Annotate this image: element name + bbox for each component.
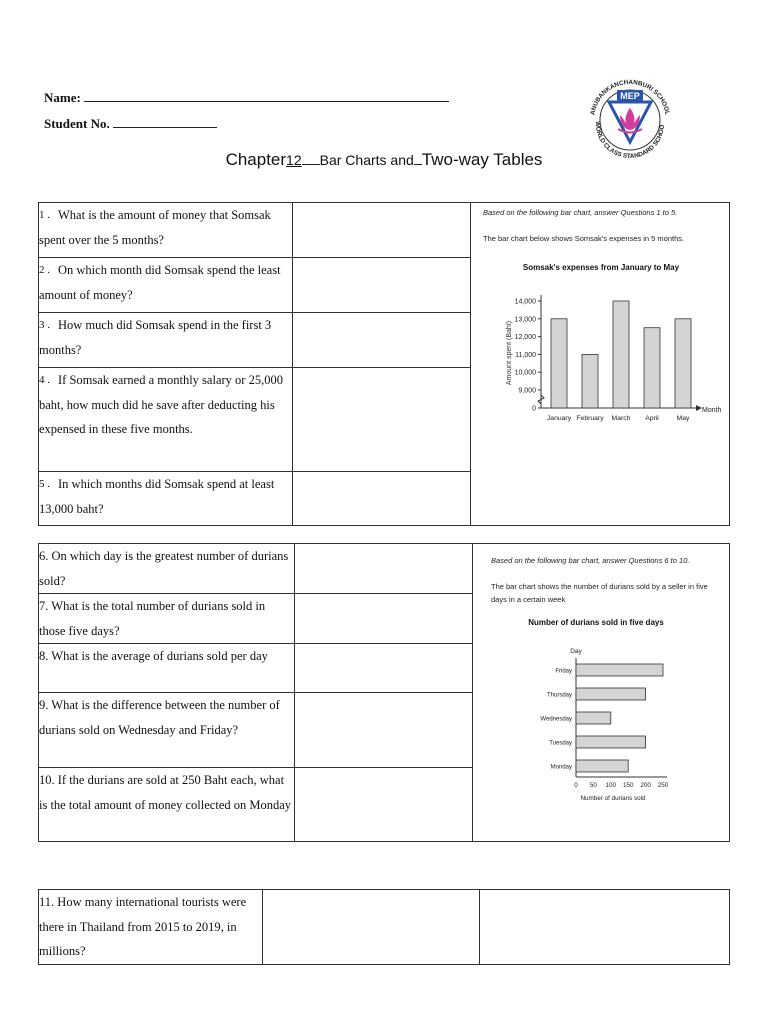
answer-cell-3[interactable] [293,313,471,368]
answer-cell-2[interactable] [293,258,471,313]
name-label: Name: [44,90,81,105]
page-title [0,150,768,170]
chart1-bar [644,328,660,408]
section3-table [38,889,730,965]
student-no-field[interactable] [113,115,217,128]
chart2-xtick-label: 200 [640,782,651,789]
logo-top-text: ANUBANKANCHANBURI SCHOOL [589,78,671,116]
question-7: 7. What is the total number of durians sold in those five days? [39,594,295,644]
chart1-xtick-label: May [676,415,690,422]
answer-cell-7[interactable] [295,594,473,644]
chart2-xlabel: Number of durians sold [580,795,646,802]
chart1-ytick-label: 13,000 [514,316,536,324]
chart1-ytick-label: 11,000 [515,351,536,359]
answer-cell-11[interactable] [263,890,480,965]
section1-description: The bar chart below shows Somsak's expenses in 5 months. [483,234,685,243]
name-field[interactable] [84,89,449,102]
chart1-xtick-label: March [611,415,631,422]
chart2-xtick-label: 250 [657,782,669,789]
table-row [39,544,730,594]
answer-cell-10[interactable] [295,768,473,842]
question-11: 11. How many international tourists were there in Thailand from 2015 to 2019, in millions? [39,890,263,965]
question-4: 4 . If Somsak earned a monthly salary or 25,000 baht, how much did he save after deducting his expensed in these five months. [39,368,293,472]
question-3: 3 . How much did Somsak spend in the first 3 months? [39,313,293,368]
chart1-xlabel: Month [702,407,722,414]
chart2-bar [576,664,663,676]
question-10: 10. If the durians are sold at 250 Baht each, what is the total amount of money collected on Monday [39,768,295,842]
title-chapter: Chapter [225,150,287,169]
chart1-ylabel: Amount spent (Baht) [506,320,513,386]
chart1-bar [582,354,598,408]
table-row [39,203,730,258]
section2-description: The bar chart shows the number of durians sold by a seller in five days in a certain week [491,582,708,604]
section2-table [38,543,730,842]
answer-cell-6[interactable] [295,544,473,594]
answer-cell-1[interactable] [293,203,471,258]
answer-cell-9[interactable] [295,693,473,768]
chart-cell-expenses [471,203,730,526]
student-no-label: Student No. [44,116,110,131]
chart2-bar [576,688,646,700]
chart2-ytick-label: Monday [550,764,572,771]
chart2-title: Number of durians sold in five days [528,618,664,627]
section1-table [38,202,730,526]
chart1-ytick-label: 9,000 [518,387,536,395]
logo-bottom-text: WORLD CLASS STANDARD SCHOO [593,121,667,161]
chart1-xtick-label: April [645,415,659,422]
answer-cell-4[interactable] [293,368,471,472]
title-number: 12 [286,152,302,168]
chart1-xtick-label: January [546,415,572,422]
chart1-bar [675,319,691,408]
chart2-ylabel: Day [570,648,582,655]
answer-cell-5[interactable] [293,472,471,526]
chart-cell-durians [473,544,730,842]
chart2-xtick-label: 100 [605,782,617,789]
chart1-ytick-label: 12,000 [514,334,536,342]
question-8: 8. What is the average of durians sold per day [39,644,295,693]
chart1-ytick-label: 0 [532,405,536,413]
section2-instruction: Based on the following bar chart, answer Questions 6 to 10. [491,556,690,565]
chart1-ytick-label: 14,000 [514,298,536,306]
chart2-xtick-label: 150 [622,782,634,789]
student-no-line [44,115,217,132]
chart2-ytick-label: Wednesday [540,716,572,723]
title-bar-charts: Bar Charts and [319,152,414,168]
question-9: 9. What is the difference between the number of durians sold on Wednesday and Friday? [39,693,295,768]
question-2: 2 . On which month did Somsak spend the least amount of money? [39,258,293,313]
name-line [44,89,449,106]
title-two-way-tables: Two-way Tables [421,150,543,169]
question-5: 5 . In which months did Somsak spend at least 13,000 baht? [39,472,293,526]
chart2-bar [576,736,646,748]
table-row [39,890,730,965]
logo-center-text: MEP [620,91,640,101]
chart2-bar [576,760,628,772]
chart1-bar [613,301,629,408]
chart1-title: Somsak's expenses from January to May [522,263,680,272]
chart1-xtick-label: February [576,415,604,422]
expenses-bar-chart [471,253,729,433]
chart2-ytick-label: Friday [555,668,572,675]
chart2-xtick-label: 50 [589,782,597,789]
durians-bar-chart [473,612,729,822]
answer-cell-8[interactable] [295,644,473,693]
chart2-xtick-label: 0 [574,782,578,789]
question-1: 1 . What is the amount of money that Somsak spent over the 5 months? [39,203,293,258]
chart1-bar [551,319,567,408]
question-6: 6. On which day is the greatest number of durians sold? [39,544,295,594]
chart2-bar [576,712,611,724]
chart1-ytick-label: 10,000 [514,369,536,377]
chart2-ytick-label: Tuesday [549,740,572,747]
chart2-ytick-label: Thursday [546,692,572,699]
answer-cell-11b[interactable] [480,890,730,965]
section1-instruction: Based on the following bar chart, answer Questions 1 to 5. [483,208,678,217]
